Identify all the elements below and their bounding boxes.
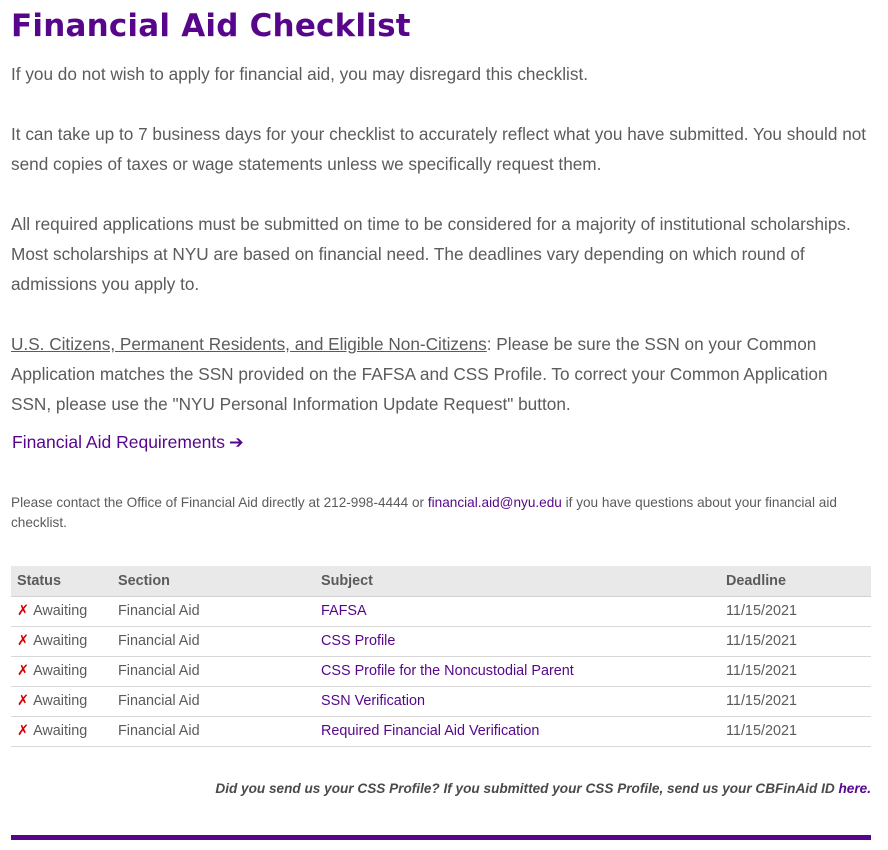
email-link[interactable]: financial.aid@nyu.edu: [427, 495, 562, 510]
status-text: Awaiting: [33, 693, 88, 709]
cbfinaid-note-text: Did you send us your CSS Profile? If you submitted your CSS Profile, send us your CBFinAid ID: [215, 781, 839, 796]
citizens-link[interactable]: U.S. Citizens, Permanent Residents, and Eligible Non-Citizens: [11, 334, 487, 354]
deadline-paragraph: All required applications must be submitted on time to be considered for a majority of institutional scholarships. Most scholarships at NYU are based on financial need. The deadlines vary depending on which round of admissions you apply to.: [11, 214, 851, 294]
deadline-cell: 11/15/2021: [720, 686, 871, 716]
subject-link[interactable]: CSS Profile: [321, 633, 396, 649]
deadline-cell: 11/15/2021: [720, 656, 871, 686]
subject-link[interactable]: FAFSA: [321, 603, 367, 619]
header-subject: Subject: [315, 566, 720, 596]
deadline-cell: 11/15/2021: [720, 716, 871, 746]
requirements-link-label: Financial Aid Requirements: [12, 432, 226, 452]
financial-aid-requirements-link[interactable]: [12, 432, 244, 453]
status-cell: [11, 686, 112, 716]
subject-cell: [315, 686, 720, 716]
table-header-row: [11, 566, 871, 596]
contact-text-pre: Please contact the Office of Financial Aid directly at 212-998-4444 or: [11, 495, 428, 510]
status-cell: [11, 596, 112, 626]
deadline-cell: 11/15/2021: [720, 626, 871, 656]
subject-link[interactable]: Required Financial Aid Verification: [321, 723, 540, 739]
intro-paragraph: If you do not wish to apply for financial aid, you may disregard this checklist.: [11, 64, 589, 84]
status-text: Awaiting: [33, 723, 88, 739]
contact-text: [11, 493, 871, 533]
ssn-paragraph-text: : Please be sure the SSN on your Common Application matches the SSN provided on the FAFSA and CSS Profile. To correct your Common Application SSN, please use the "NYU Personal Information Update Request" button.: [11, 334, 828, 414]
page-title: Financial Aid Checklist: [11, 8, 411, 44]
x-mark-icon: ✗: [17, 603, 30, 619]
status-text: Awaiting: [33, 603, 88, 619]
x-mark-icon: ✗: [17, 633, 30, 649]
table-row: [11, 686, 871, 716]
section-cell: Financial Aid: [112, 626, 315, 656]
contact-text-post: if you have questions about your financial aid checklist.: [11, 495, 837, 530]
section-cell: Financial Aid: [112, 716, 315, 746]
status-cell: [11, 656, 112, 686]
subject-cell: [315, 626, 720, 656]
subject-cell: [315, 716, 720, 746]
table-row: [11, 626, 871, 656]
section-divider: [11, 835, 871, 840]
x-mark-icon: ✗: [17, 663, 30, 679]
subject-cell: [315, 656, 720, 686]
header-deadline: Deadline: [720, 566, 871, 596]
section-cell: Financial Aid: [112, 686, 315, 716]
table-row: [11, 596, 871, 626]
subject-link[interactable]: SSN Verification: [321, 693, 425, 709]
section-cell: Financial Aid: [112, 596, 315, 626]
header-status: Status: [11, 566, 112, 596]
x-mark-icon: ✗: [17, 693, 30, 709]
x-mark-icon: ✗: [17, 723, 30, 739]
cbfinaid-here-link[interactable]: here.: [838, 781, 871, 796]
table-row: [11, 716, 871, 746]
status-text: Awaiting: [33, 663, 88, 679]
section-cell: Financial Aid: [112, 656, 315, 686]
header-section: Section: [112, 566, 315, 596]
subject-link[interactable]: CSS Profile for the Noncustodial Parent: [321, 663, 574, 679]
ssn-paragraph: [11, 329, 871, 419]
table-row: [11, 656, 871, 686]
arrow-right-icon: ➔: [229, 432, 244, 452]
processing-paragraph: It can take up to 7 business days for your checklist to accurately reflect what you have submitted. You should not send copies of taxes or wage statements unless we specifically request them.: [11, 124, 867, 174]
cbfinaid-note: [215, 781, 871, 796]
subject-cell: [315, 596, 720, 626]
checklist-table: [11, 566, 871, 747]
status-cell: [11, 626, 112, 656]
status-cell: [11, 716, 112, 746]
deadline-cell: 11/15/2021: [720, 596, 871, 626]
status-text: Awaiting: [33, 633, 88, 649]
